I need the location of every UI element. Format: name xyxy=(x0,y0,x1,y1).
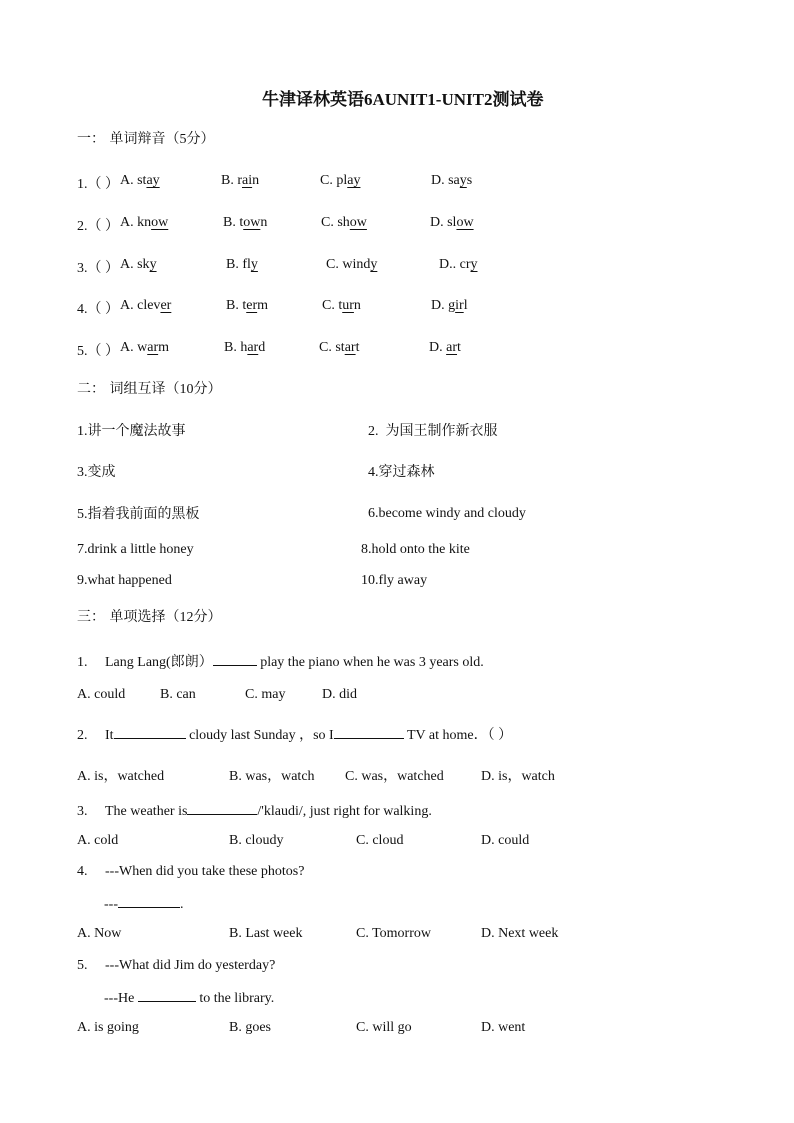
word-option-text: t xyxy=(457,340,461,355)
question-num: 5. xyxy=(77,958,88,973)
word-option xyxy=(319,340,359,356)
dialog-dash: --- xyxy=(104,897,118,912)
question-4 xyxy=(77,864,304,880)
word-question-num[interactable]: 3.（ ） xyxy=(77,261,119,276)
underlined-letters: ay xyxy=(347,173,361,188)
answer-blank[interactable] xyxy=(118,895,180,908)
question-text: Lang Lang( xyxy=(105,655,171,670)
word-option xyxy=(221,173,259,189)
word-option-text: B. t xyxy=(223,215,244,230)
phrase-item xyxy=(361,573,427,589)
title-cn: 牛津译林英语 xyxy=(262,90,364,110)
word-option-text: m xyxy=(158,340,170,355)
underlined-letters: ai xyxy=(242,173,253,188)
underlined-letters: ow xyxy=(243,215,261,230)
underlined-letters: y xyxy=(370,257,378,272)
underlined-letters: ow xyxy=(456,215,474,230)
section3-heading-label: 三： 单项选择（ xyxy=(77,609,180,625)
word-option-text: d xyxy=(258,340,266,355)
question-num: 1. xyxy=(77,655,88,670)
phrase-item xyxy=(77,503,200,523)
underlined-letters: y xyxy=(250,257,258,272)
page-title xyxy=(262,85,543,110)
section1-heading-label: 一： 单词辩音（ xyxy=(77,131,180,147)
underlined-letters: ay xyxy=(146,173,160,188)
option-d: D. Next week xyxy=(481,926,559,941)
underlined-letters: y xyxy=(459,173,467,188)
word-option-text: B. r xyxy=(221,173,242,188)
question-text: The weather is xyxy=(105,804,188,819)
phrase-item xyxy=(361,542,470,558)
option-a: A. could xyxy=(77,687,126,702)
word-option xyxy=(320,173,360,189)
word-option-text: C. pl xyxy=(320,173,348,188)
word-option-text: m xyxy=(257,298,269,313)
section2-heading-label: 二： 词组互译（ xyxy=(77,381,180,397)
answer-line xyxy=(104,989,274,1007)
section3-score: 12 xyxy=(179,610,194,625)
phrase-item xyxy=(77,461,116,481)
phrase-text: 变成 xyxy=(87,464,116,480)
phrase-text: hold onto the kite xyxy=(371,542,470,557)
option-d: D. did xyxy=(322,687,357,702)
option-d: D. went xyxy=(481,1020,526,1035)
question-text: /'klaudi/, just right for walking. xyxy=(257,804,432,819)
question-num: 3. xyxy=(77,804,88,819)
word-option-text: C. sh xyxy=(321,215,350,230)
question-3 xyxy=(77,802,432,820)
question-text: play the piano when he was 3 years old. xyxy=(260,655,484,670)
word-option-text: D. sl xyxy=(430,215,457,230)
word-option-text: l xyxy=(463,298,468,313)
phrase-num: 9. xyxy=(77,573,88,588)
question-text: ---He xyxy=(104,991,135,1006)
word-option-text: B. h xyxy=(224,340,248,355)
question-text: It xyxy=(105,728,114,743)
word-option-text: D. xyxy=(429,340,447,355)
word-option xyxy=(224,340,265,356)
phrase-num: 6. xyxy=(368,506,379,521)
phrase-text: 指着我前面的黑板 xyxy=(87,506,200,522)
word-option xyxy=(226,298,268,314)
phrase-item xyxy=(77,420,186,440)
question-text: ---What did Jim do yesterday? xyxy=(105,958,276,973)
option-a: A. Now xyxy=(77,926,122,941)
question-text: TV at home．（ ） xyxy=(406,728,513,743)
option-b: B. was，watch xyxy=(229,769,315,784)
underlined-letters: er xyxy=(160,298,172,313)
option-a: A. is，watched xyxy=(77,769,165,784)
word-option-text: C. t xyxy=(322,298,343,313)
phrase-text: 讲一个魔法故事 xyxy=(87,423,186,439)
section3-heading xyxy=(77,606,221,626)
word-option xyxy=(429,340,461,356)
question-text: ---When did you take these photos? xyxy=(105,864,305,879)
underlined-letters: y xyxy=(149,257,157,272)
phrase-num: 1. xyxy=(77,424,88,439)
word-option xyxy=(120,215,168,231)
section2-heading xyxy=(77,378,221,398)
word-option-text: C. wind xyxy=(326,257,371,272)
word-option xyxy=(439,257,478,273)
word-option xyxy=(431,173,472,189)
word-option xyxy=(321,215,367,231)
word-option xyxy=(120,257,157,273)
phrase-text: what happened xyxy=(87,573,172,588)
answer-line: --- . xyxy=(104,897,184,912)
option-a: A. is going xyxy=(77,1020,139,1035)
answer-blank[interactable] xyxy=(138,989,196,1002)
word-question-num[interactable]: 5.（ ） xyxy=(77,344,119,359)
title-en: 6AUNIT1-UNIT2 xyxy=(364,90,493,109)
phrase-item xyxy=(368,461,435,481)
option-c: C. may xyxy=(245,687,286,702)
underlined-letters: ir xyxy=(455,298,464,313)
word-option-text: A. kn xyxy=(120,215,152,230)
option-c: C. was，watched xyxy=(345,769,444,784)
word-option-text: t xyxy=(355,340,360,355)
section2-score: 10 xyxy=(179,382,194,397)
phrase-text: 穿过森林 xyxy=(378,464,435,480)
option-b: B. goes xyxy=(229,1020,271,1035)
word-option xyxy=(322,298,361,314)
option-b: B. Last week xyxy=(229,926,303,941)
question-num: 2. xyxy=(77,728,88,743)
word-option xyxy=(326,257,377,273)
answer-blank[interactable] xyxy=(187,802,257,815)
word-option xyxy=(120,298,171,314)
phrase-num: 2. xyxy=(368,424,379,439)
option-d: D. is，watch xyxy=(481,769,555,784)
underlined-letters: ur xyxy=(342,298,354,313)
word-option-text: n xyxy=(353,298,361,313)
word-option-text: B. t xyxy=(226,298,247,313)
word-question-num[interactable]: 4.（ ） xyxy=(77,302,119,317)
underlined-letters: ar xyxy=(344,340,356,355)
phrase-num: 4. xyxy=(368,465,379,480)
phrase-item xyxy=(368,506,526,522)
option-d: D. could xyxy=(481,833,530,848)
underlined-letters: er xyxy=(246,298,258,313)
word-option xyxy=(223,215,267,231)
question-text: to the library. xyxy=(199,991,275,1006)
question-1 xyxy=(77,651,484,671)
phrase-text: drink a little honey xyxy=(87,542,194,557)
word-option xyxy=(430,215,474,231)
word-question-num[interactable]: 1.（ ） xyxy=(77,177,119,192)
word-option-text: D. sa xyxy=(431,173,460,188)
word-option-text: A. sk xyxy=(120,257,150,272)
section1-score: 5 xyxy=(179,132,187,147)
option-a: A. cold xyxy=(77,833,119,848)
question-2 xyxy=(77,724,512,744)
word-option-text: C. st xyxy=(319,340,345,355)
word-option-text: D. g xyxy=(431,298,456,313)
option-b: B. can xyxy=(160,687,196,702)
word-option-text: D.. cr xyxy=(439,257,471,272)
section2-score-unit: 分） xyxy=(193,381,222,397)
question-paren: ） xyxy=(198,654,213,670)
section1-heading xyxy=(77,128,214,148)
question-text: cloudy last Sunday ，so I xyxy=(189,728,334,743)
question-cn-note: 郎朗 xyxy=(170,654,199,670)
underlined-letters: ar xyxy=(446,340,458,355)
question-5 xyxy=(77,958,275,974)
title-cn-suffix: 测试卷 xyxy=(492,90,544,110)
phrase-text: fly away xyxy=(378,573,428,588)
phrase-text: become windy and cloudy xyxy=(378,506,526,521)
phrase-num: 10. xyxy=(361,573,379,588)
option-c: C. cloud xyxy=(356,833,404,848)
word-option xyxy=(431,298,468,314)
phrase-text: 为国王制作新衣服 xyxy=(385,423,498,439)
word-option-text: n xyxy=(252,173,260,188)
word-option-text: A. w xyxy=(120,340,148,355)
phrase-num: 3. xyxy=(77,465,88,480)
word-option xyxy=(226,257,258,273)
word-option-text: B. fl xyxy=(226,257,251,272)
word-question-num[interactable]: 2.（ ） xyxy=(77,219,119,234)
phrase-item xyxy=(77,542,194,558)
section3-score-unit: 分） xyxy=(193,609,222,625)
option-b: B. cloudy xyxy=(229,833,284,848)
phrase-item xyxy=(368,420,498,440)
word-option-text: s xyxy=(466,173,473,188)
phrase-num: 7. xyxy=(77,542,88,557)
underlined-letters: y xyxy=(470,257,478,272)
word-option-text: n xyxy=(260,215,268,230)
underlined-letters: ow xyxy=(349,215,367,230)
option-c: C. Tomorrow xyxy=(356,926,431,941)
phrase-num: 5. xyxy=(77,507,88,522)
question-num: 4. xyxy=(77,864,88,879)
word-option xyxy=(120,340,169,356)
option-c: C. will go xyxy=(356,1020,412,1035)
answer-blank[interactable] xyxy=(213,653,257,666)
underlined-letters: ar xyxy=(247,340,259,355)
answer-blank[interactable] xyxy=(114,726,186,739)
section1-score-unit: 分） xyxy=(186,131,215,147)
word-option xyxy=(120,173,160,189)
underlined-letters: ar xyxy=(147,340,159,355)
phrase-num: 8. xyxy=(361,542,372,557)
phrase-item xyxy=(77,573,172,589)
word-option-text: A. st xyxy=(120,173,147,188)
underlined-letters: ow xyxy=(151,215,169,230)
word-option-text: A. clev xyxy=(120,298,161,313)
answer-blank[interactable] xyxy=(334,726,404,739)
